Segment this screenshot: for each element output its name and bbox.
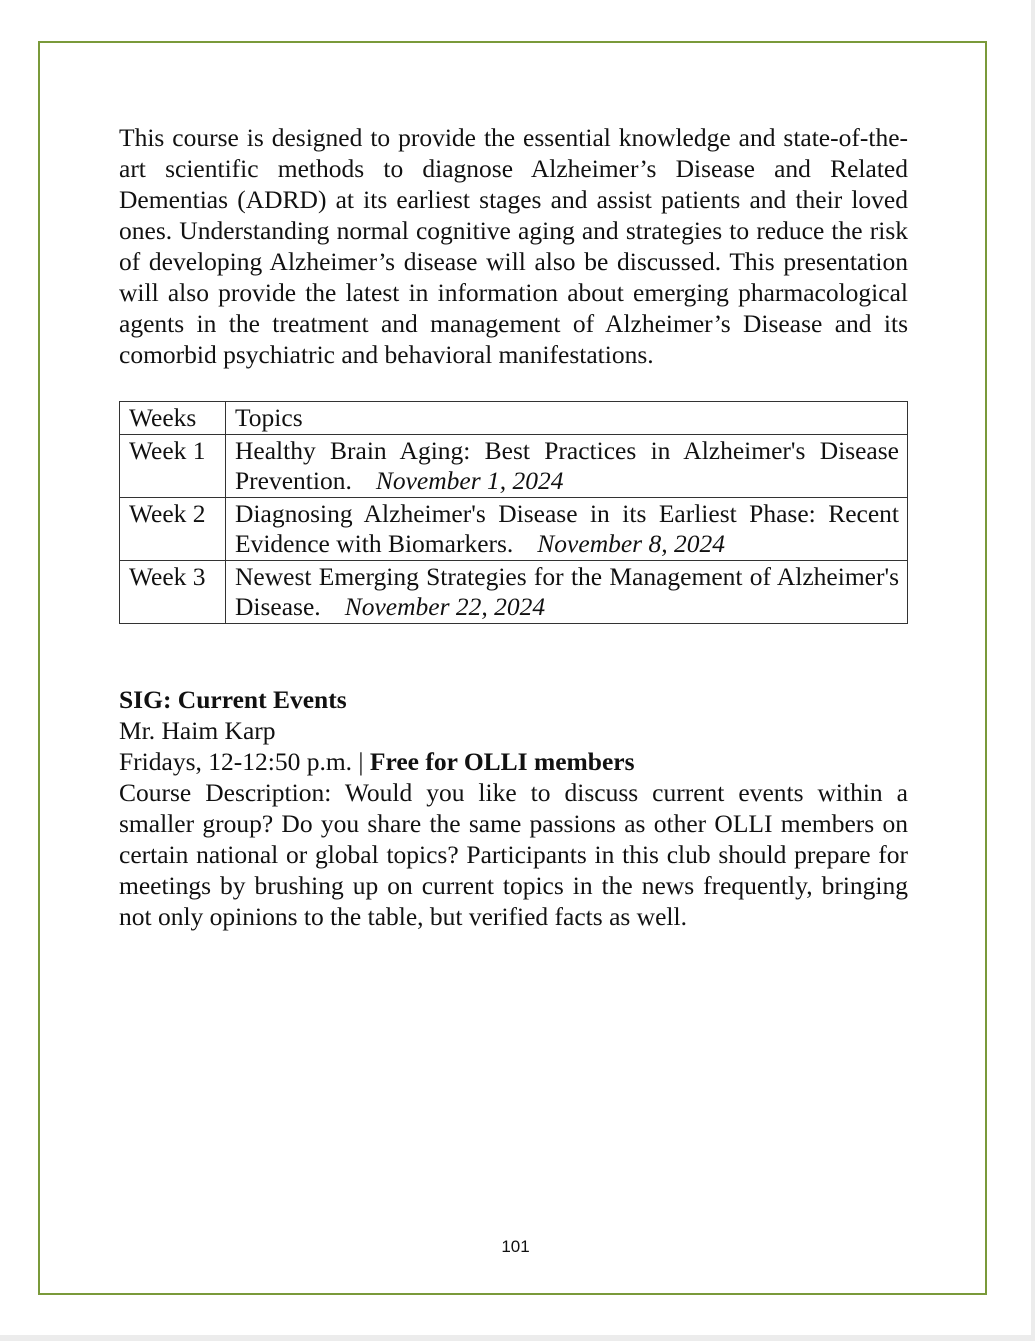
header-weeks: Weeks bbox=[120, 402, 226, 435]
topic-cell bbox=[226, 435, 908, 498]
week-cell: Week 1 bbox=[120, 435, 226, 498]
topic-cell bbox=[226, 498, 908, 561]
session-date: November 8, 2024 bbox=[537, 529, 725, 558]
sig-instructor: Mr. Haim Karp bbox=[119, 716, 276, 745]
page-content bbox=[119, 122, 908, 932]
topic-text: Diagnosing Alzheimer's Disease in its Earliest Phase: Recent Evidence with Biomarkers. bbox=[235, 499, 899, 558]
topic-text: Healthy Brain Aging: Best Practices in Alzheimer's Disease Prevention. bbox=[235, 436, 899, 495]
session-date: November 1, 2024 bbox=[375, 466, 564, 495]
table-row bbox=[120, 435, 908, 498]
course-intro-paragraph: This course is designed to provide the essential knowledge and state-of-the-art scientific methods to diagnose Alzheimer’s Disease and Related Dementias (ADRD) at its earliest stages and assist patients and their loved ones. Understanding normal cognitive aging and strategies to reduce the risk of developing Alzheimer’s disease will also be discussed. This presentation will also provide the latest in information about emerging pharmacological agents in the treatment and management of Alzheimer’s Disease and its comorbid psychiatric and behavioral manifestations. bbox=[119, 123, 908, 369]
topic-text: Newest Emerging Strategies for the Management of Alzheimer's Disease. bbox=[235, 562, 899, 621]
course-schedule-table bbox=[119, 401, 908, 624]
session-date: November 22, 2024 bbox=[344, 592, 546, 621]
week-cell: Week 2 bbox=[120, 498, 226, 561]
sig-schedule-line bbox=[119, 746, 908, 777]
sig-title: SIG: Current Events bbox=[119, 685, 347, 714]
table-row bbox=[120, 561, 908, 624]
topic-cell bbox=[226, 561, 908, 624]
page-number: 101 bbox=[501, 1237, 530, 1256]
week-cell: Week 3 bbox=[120, 561, 226, 624]
header-topics: Topics bbox=[226, 402, 908, 435]
sig-price: Free for OLLI members bbox=[369, 747, 635, 776]
table-header-row bbox=[120, 402, 908, 435]
sig-description: Course Description: Would you like to discuss current events within a smaller group? Do you share the same passions as other OLLI members on certain national or global topics? Participants in this club should prepare for meetings by brushing up on current topics in the news frequently, bringing not only opinions to the table, but verified facts as well. bbox=[119, 778, 908, 931]
sig-section bbox=[119, 684, 908, 932]
sig-schedule: Fridays, 12-12:50 p.m. | bbox=[119, 747, 370, 776]
table-row bbox=[120, 498, 908, 561]
